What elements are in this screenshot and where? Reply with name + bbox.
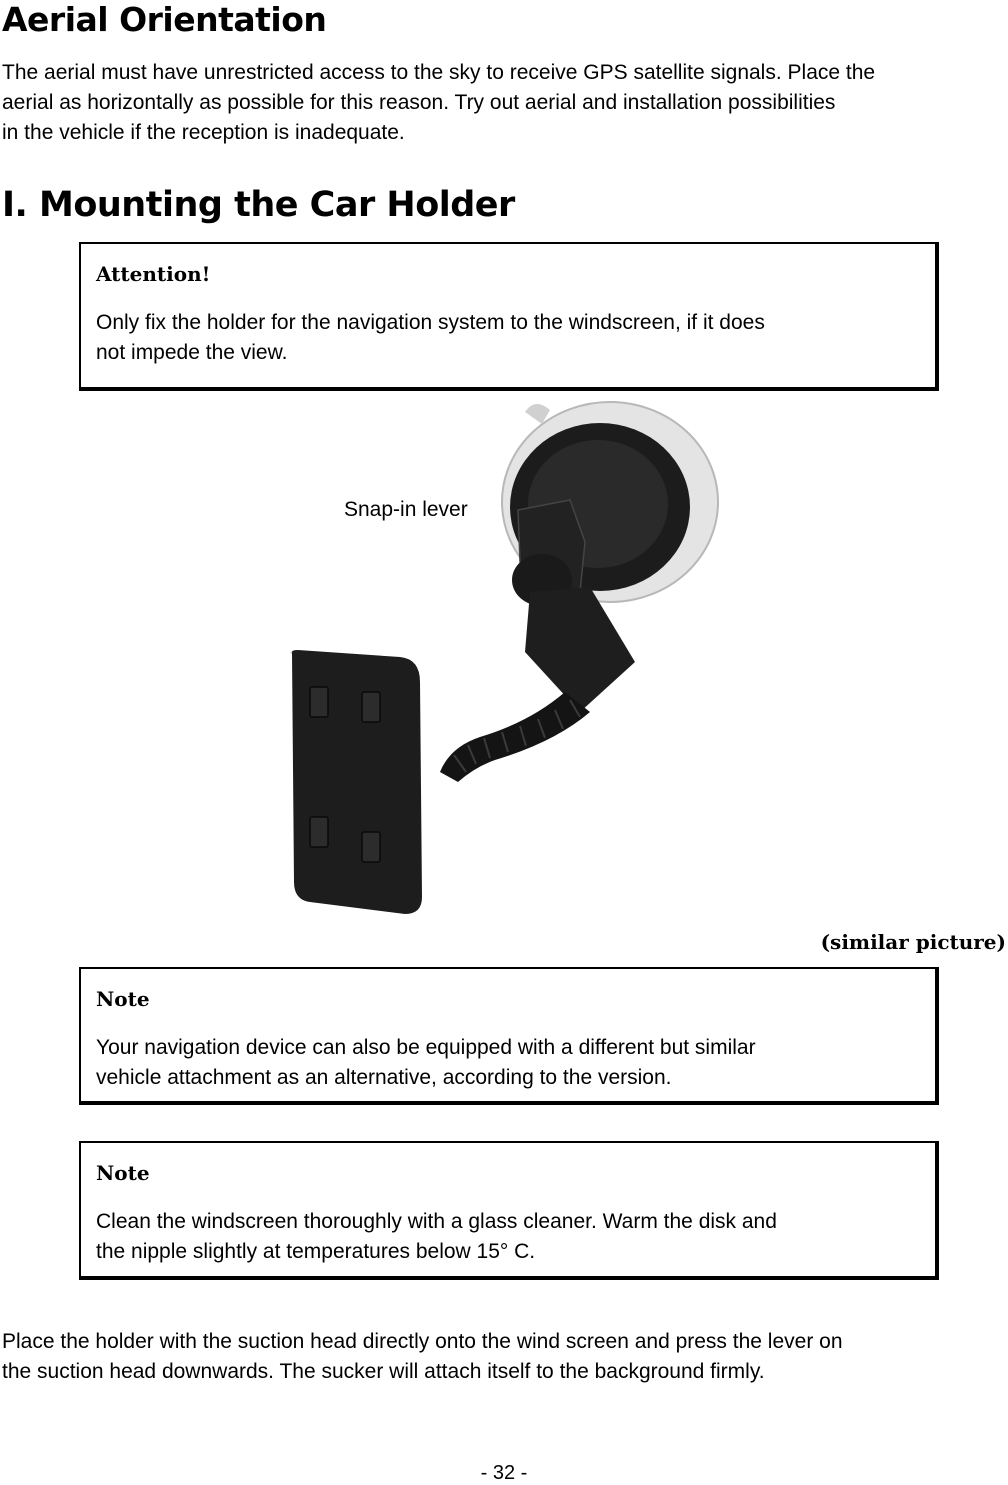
attention-line-2: not impede the view.	[96, 341, 288, 364]
note-2-line-2: the nipple slightly at temperatures below 15° C.	[96, 1240, 536, 1263]
note-1-text	[96, 1033, 916, 1093]
holder-arm	[525, 587, 635, 712]
note-box-2	[79, 1141, 939, 1280]
attention-line-1: Only fix the holder for the navigation system to the windscreen, if it does	[96, 311, 765, 334]
section-heading-mounting: I. Mounting the Car Holder	[2, 185, 515, 225]
figure-caption: (similar picture)	[820, 930, 1006, 954]
snap-in-lever-label: Snap-in lever	[344, 498, 468, 521]
closing-line-2: the suction head downwards. The sucker will attach itself to the background firmly.	[2, 1360, 765, 1383]
aerial-line-3: in the vehicle if the reception is inadequate.	[2, 121, 405, 144]
note-2-line-1: Clean the windscreen thoroughly with a glass cleaner. Warm the disk and	[96, 1210, 777, 1233]
aerial-paragraph	[2, 58, 875, 148]
aerial-line-1: The aerial must have unrestricted access to the sky to receive GPS satellite signals. Place the	[2, 61, 876, 84]
note-1-line-1: Your navigation device can also be equipped with a different but similar	[96, 1036, 756, 1059]
car-holder-picture	[280, 392, 740, 927]
closing-line-1: Place the holder with the suction head directly onto the wind screen and press the lever on	[2, 1330, 843, 1353]
car-holder-illustration	[280, 392, 740, 922]
section-heading-aerial: Aerial Orientation	[2, 0, 327, 39]
note-1-title: Note	[96, 987, 150, 1011]
attention-text	[96, 308, 916, 368]
note-box-1	[79, 967, 939, 1105]
note-1-line-2: vehicle attachment as an alternative, according to the version.	[96, 1066, 672, 1089]
note-2-title: Note	[96, 1161, 150, 1185]
page-number: - 32 -	[480, 1462, 528, 1484]
closing-paragraph	[2, 1327, 843, 1387]
aerial-line-2: aerial as horizontally as possible for this reason. Try out aerial and installation possibilities	[2, 91, 836, 114]
note-2-text	[96, 1207, 916, 1267]
attention-title: Attention!	[96, 262, 211, 286]
attention-box	[79, 242, 939, 391]
